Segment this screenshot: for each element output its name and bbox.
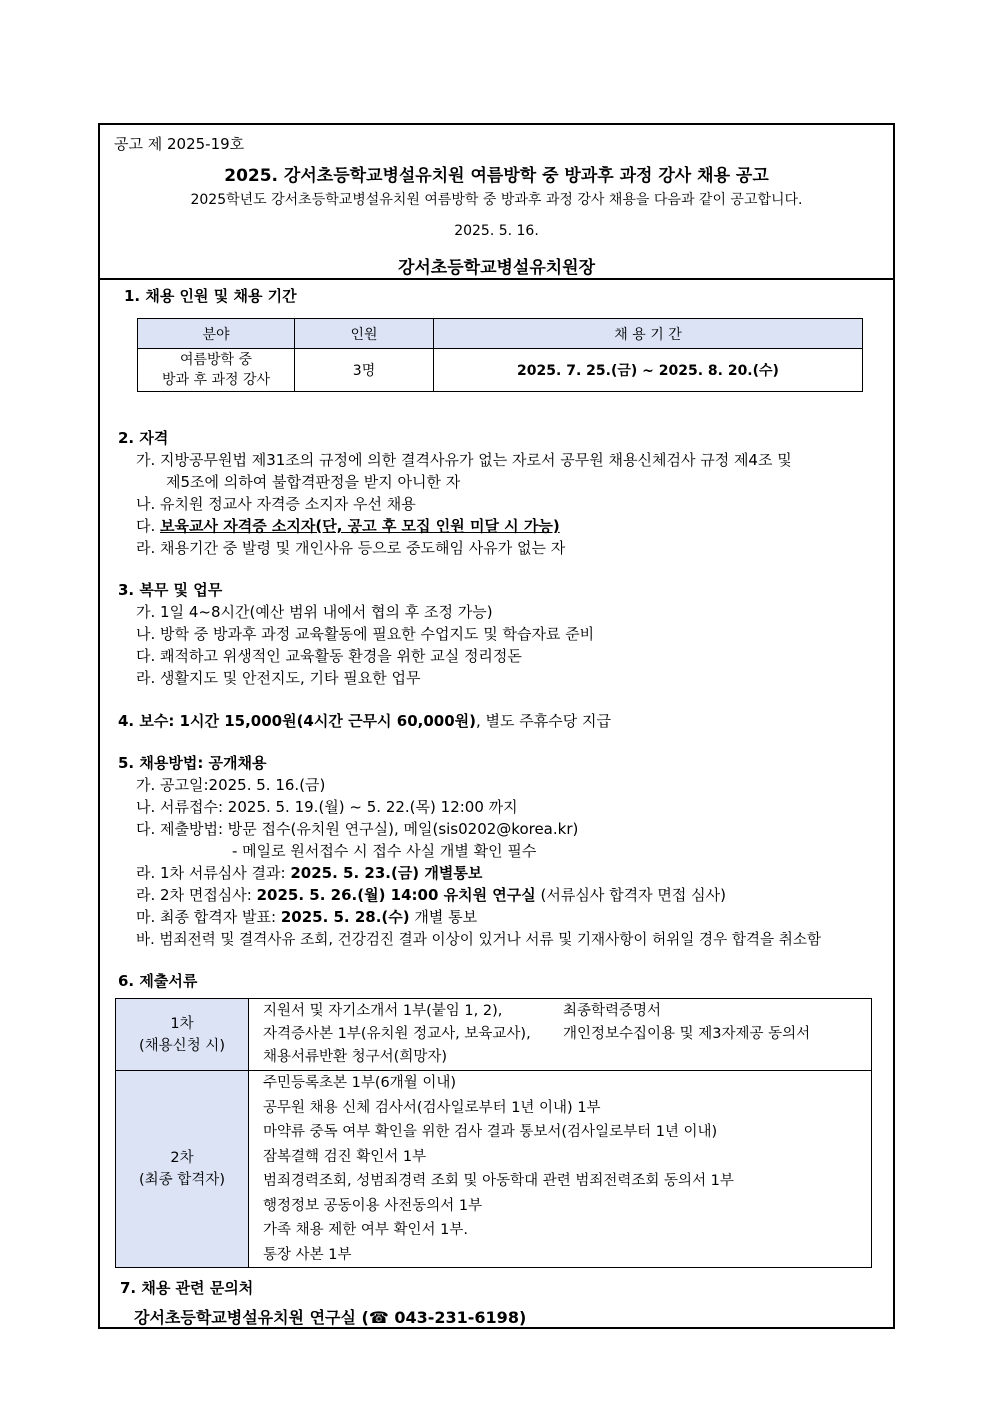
notice-number: 공고 제 2025-19호: [114, 135, 245, 153]
method-a: 가. 공고일:2025. 5. 16.(금): [136, 776, 326, 794]
qual-d: 라. 채용기간 중 발령 및 개인사유 등으로 중도해임 사유가 없는 자: [136, 539, 566, 557]
section-3-heading: 3. 복무 및 업무: [118, 581, 223, 599]
method-g: 바. 범죄전력 및 결격사유 조회, 건강검진 결과 이상이 있거나 서류 및 기재사항이 허위일 경우 합격을 취소함: [136, 931, 822, 948]
section-4-pay: [118, 710, 611, 731]
round-2-doc: 마약류 중독 여부 확인을 위한 검사 결과 통보서(검사일로부터 1년 이내): [263, 1124, 718, 1140]
notice-frame: [98, 123, 895, 1329]
round-1-label: [116, 999, 249, 1071]
round-2-doc: 행정정보 공동이용 사전동의서 1부: [263, 1197, 483, 1214]
round-2-doc: 주민등록초본 1부(6개월 이내): [263, 1075, 457, 1091]
round-2-title: 2차: [170, 1150, 194, 1166]
notice-header: [100, 125, 893, 280]
period-cell: 2025. 7. 25.(금) ~ 2025. 8. 20.(수): [434, 349, 863, 392]
method-f-suffix: 개별 통보: [409, 908, 478, 926]
method-b: 나. 서류접수: 2025. 5. 19.(월) ~ 5. 22.(목) 12:00 까지: [136, 798, 518, 816]
section-5-heading: 5. 채용방법: 공개채용: [118, 754, 267, 772]
col-field: 분야: [138, 319, 295, 349]
method-e-suffix: (서류심사 합격자 면접 심사): [535, 886, 726, 904]
contact-info: 강서초등학교병설유치원 연구실 (☎ 043-231-6198): [134, 1308, 527, 1327]
recruit-table-row: [138, 349, 863, 392]
section-7-heading: 7. 채용 관련 문의처: [120, 1279, 254, 1297]
qual-a-line2: 제5조에 의하여 불합격판정을 받지 아니한 자: [166, 473, 461, 491]
duty-d: 라. 생활지도 및 안전지도, 기타 필요한 업무: [136, 669, 421, 687]
notice-date: 2025. 5. 16.: [454, 223, 539, 239]
round-1-docs: [249, 999, 872, 1071]
round-2-doc: 공무원 채용 신체 검사서(검사일로부터 1년 이내) 1부: [263, 1099, 601, 1116]
method-e-prefix: 라. 2차 면접심사:: [136, 886, 257, 904]
round-2-doc: 잠복결핵 검진 확인서 1부: [263, 1148, 427, 1165]
round-1-subtitle: (채용신청 시): [139, 1037, 225, 1054]
round-2-label: [116, 1071, 249, 1268]
method-e: [136, 884, 726, 905]
qual-b: 나. 유치원 정교사 자격증 소지자 우선 채용: [136, 495, 416, 513]
col-period: 채 용 기 간: [434, 319, 863, 349]
round-1-doc-d: 개인정보수집이용 및 제3자제공 동의서: [563, 1026, 811, 1042]
notice-title: 2025. 강서초등학교병설유치원 여름방학 중 방과후 과정 강사 채용 공고: [224, 166, 769, 186]
duty-b: 나. 방학 중 방과후 과정 교육활동에 필요한 수업지도 및 학습자료 준비: [136, 625, 595, 643]
qual-c-emphasis: 보육교사 자격증 소지자(단, 공고 후 모집 인원 미달 시 가능): [160, 517, 560, 535]
method-f-prefix: 마. 최종 합격자 발표:: [136, 908, 281, 926]
duty-a: 가. 1일 4~8시간(예산 범위 내에서 협의 후 조정 가능): [136, 603, 493, 621]
section-1-heading: 1. 채용 인원 및 채용 기간: [124, 287, 297, 305]
round-1-line-1: [263, 999, 871, 1024]
round-1-doc-c: 자격증사본 1부(유치원 정교사, 보육교사),: [263, 1026, 531, 1042]
notice-issuer: 강서초등학교병설유치원장: [397, 258, 596, 278]
method-f: [136, 906, 477, 927]
documents-row-2: [116, 1071, 872, 1268]
qual-c-prefix: 다.: [136, 517, 161, 535]
field-cell: [138, 349, 295, 392]
method-e-emphasis: 2025. 5. 26.(월) 14:00 유치원 연구실: [256, 886, 536, 904]
round-2-doc: 범죄경력조회, 성범죄경력 조회 및 아동학대 관련 범죄전력조회 동의서 1부: [263, 1173, 734, 1189]
method-d-emphasis: 2025. 5. 23.(금) 개별통보: [290, 864, 483, 882]
method-c-note: - 메일로 원서접수 시 접수 사실 개별 확인 필수: [232, 842, 537, 860]
section-2-heading: 2. 자격: [118, 429, 169, 447]
method-c: 다. 제출방법: 방문 접수(유치원 연구실), 메일(sis0202@korea.kr): [136, 820, 579, 838]
round-1-line-2: [263, 1022, 871, 1047]
recruit-table: [137, 318, 863, 392]
recruit-table-header: [138, 319, 863, 349]
count-cell: 3명: [295, 349, 434, 392]
col-count: 인원: [295, 319, 434, 349]
pay-extra: , 별도 주휴수당 지급: [476, 712, 611, 730]
round-2-subtitle: (최종 합격자): [139, 1172, 225, 1188]
round-1-line-3: 채용서류반환 청구서(희망자): [263, 1049, 448, 1065]
notice-subtitle: 2025학년도 강서초등학교병설유치원 여름방학 중 방과후 과정 강사 채용을 다음과 같이 공고합니다.: [190, 192, 803, 208]
qual-a-line1: 가. 지방공무원법 제31조의 규정에 의한 결격사유가 없는 자로서 공무원 채용신체검사 규정 제4조 및: [136, 451, 792, 469]
documents-row-1: [116, 999, 872, 1071]
method-d-prefix: 라. 1차 서류심사 결과:: [136, 864, 291, 882]
qual-c: [136, 515, 560, 536]
method-f-emphasis: 2025. 5. 28.(수): [280, 908, 410, 926]
round-2-doc: 가족 채용 제한 여부 확인서 1부.: [263, 1222, 468, 1238]
round-2-doc: 통장 사본 1부: [263, 1246, 352, 1263]
method-d: [136, 862, 482, 883]
pay-amount: 4. 보수: 1시간 15,000원(4시간 근무시 60,000원): [118, 712, 476, 730]
duty-c: 다. 쾌적하고 위생적인 교육활동 환경을 위한 교실 정리정돈: [136, 647, 522, 665]
round-1-title: 1차: [170, 1015, 194, 1032]
field-line-1: 여름방학 중: [179, 352, 253, 368]
round-2-docs: [249, 1071, 872, 1268]
round-1-doc-a: 지원서 및 자기소개서 1부(붙임 1, 2),: [263, 1003, 503, 1019]
section-6-heading: 6. 제출서류: [118, 972, 198, 990]
round-1-doc-b: 최종학력증명서: [563, 1003, 662, 1019]
field-line-2: 방과 후 과정 강사: [161, 372, 271, 388]
documents-table: [115, 998, 872, 1268]
